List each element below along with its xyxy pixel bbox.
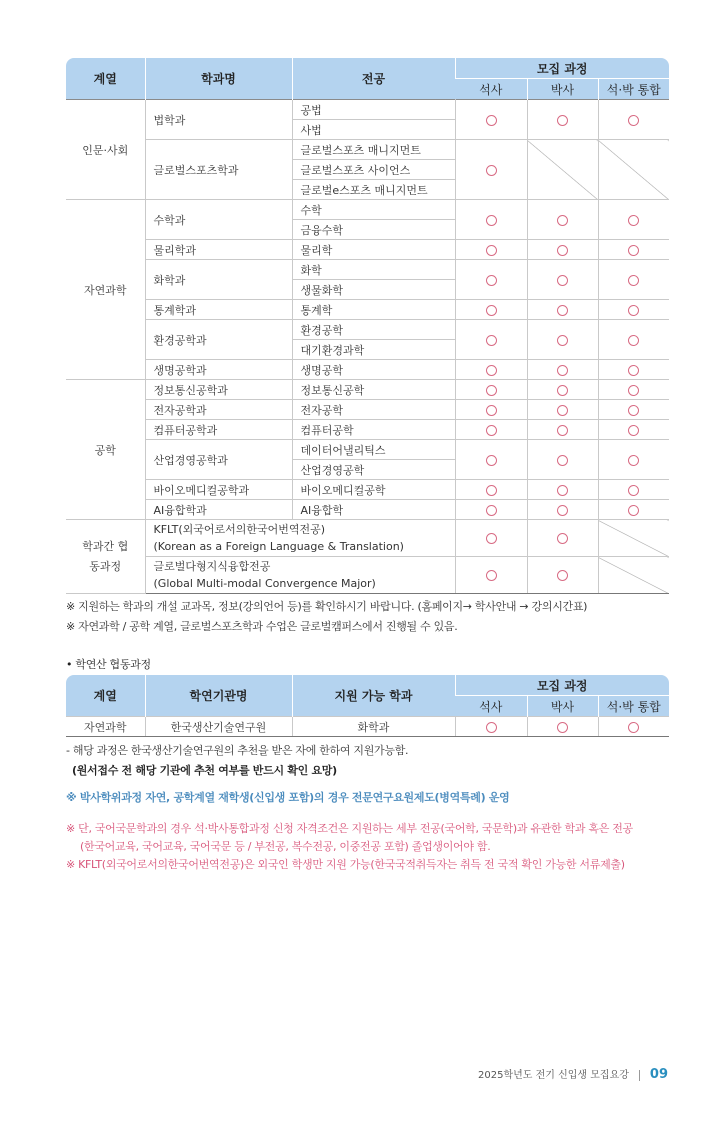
- integrated-cell: [598, 480, 669, 500]
- dept-cell: 환경공학과: [145, 320, 292, 360]
- doctor-cell: [527, 200, 598, 240]
- available-circle-icon: [557, 405, 568, 416]
- major-cell: 통계학: [292, 300, 455, 320]
- available-circle-icon: [628, 335, 639, 346]
- table-row: [66, 420, 669, 440]
- header-doctor: 박사: [527, 696, 598, 717]
- integrated-cell: [598, 440, 669, 480]
- table-row: [66, 260, 669, 280]
- dept-cell: 바이오메디컬공학과: [145, 480, 292, 500]
- integrated-cell: [598, 557, 669, 594]
- industry-program-table: [66, 675, 669, 737]
- header-dept: 학과명: [145, 58, 292, 100]
- major-cell: 공법: [292, 100, 455, 120]
- available-circle-icon: [486, 505, 497, 516]
- major-cell: 컴퓨터공학: [292, 420, 455, 440]
- note-military-service: ※ 박사학위과정 자연, 공학계열 재학생(신입생 포함)의 경우 전문연구요원제도(병역특례) 운영: [66, 791, 510, 804]
- available-circle-icon: [557, 385, 568, 396]
- integrated-cell: [598, 500, 669, 520]
- interdisciplinary-major-cell: [145, 557, 455, 594]
- master-cell: [455, 100, 527, 140]
- table-row: [66, 100, 669, 120]
- major-cell: 물리학: [292, 240, 455, 260]
- table-row: [66, 380, 669, 400]
- doctor-cell: [527, 400, 598, 420]
- integrated-cell: [598, 320, 669, 360]
- dept-cell: 글로벌스포츠학과: [145, 140, 292, 200]
- dept-cell: 산업경영공학과: [145, 440, 292, 480]
- available-circle-icon: [486, 275, 497, 286]
- table-row: [66, 300, 669, 320]
- footer: [478, 1066, 668, 1082]
- available-circle-icon: [557, 570, 568, 581]
- available-circle-icon: [486, 425, 497, 436]
- available-circle-icon: [486, 365, 497, 376]
- footer-title: 2025학년도 전기 신입생 모집요강: [478, 1070, 629, 1081]
- table-row: [66, 320, 669, 340]
- available-circle-icon: [628, 505, 639, 516]
- available-circle-icon: [628, 305, 639, 316]
- available-circle-icon: [557, 505, 568, 516]
- master-cell: [455, 420, 527, 440]
- major-cell: AI융합학: [292, 500, 455, 520]
- group-cell: 공학: [66, 380, 145, 520]
- section-title: • 학연산 협동과정: [66, 658, 151, 671]
- doctor-cell: [527, 500, 598, 520]
- master-cell: [455, 320, 527, 360]
- table-row: [66, 500, 669, 520]
- program-table: [66, 58, 669, 594]
- note-campus: ※ 자연과학 / 공학 계열, 글로벌스포츠학과 수업은 글로벌캠퍼스에서 진행될 수 있음.: [66, 620, 458, 633]
- doctor-cell: [527, 320, 598, 360]
- available-circle-icon: [486, 215, 497, 226]
- major-cell: 수학: [292, 200, 455, 220]
- header-dept: 지원 가능 학과: [292, 675, 455, 717]
- table-row: [66, 520, 669, 557]
- dept-cell: 컴퓨터공학과: [145, 420, 292, 440]
- header-group: 계열: [66, 58, 145, 100]
- group-cell: 인문·사회: [66, 100, 145, 200]
- dept-cell: 물리학과: [145, 240, 292, 260]
- integrated-cell: [598, 300, 669, 320]
- available-circle-icon: [557, 485, 568, 496]
- integrated-cell: [598, 520, 669, 557]
- table-row: [66, 140, 669, 160]
- available-circle-icon: [628, 245, 639, 256]
- major-cell: 바이오메디컬공학: [292, 480, 455, 500]
- available-circle-icon: [486, 405, 497, 416]
- major-cell: 글로벌e스포츠 매니지먼트: [292, 180, 455, 200]
- header-integrated: 석·박 통합: [598, 79, 669, 100]
- major-cell: 전자공학: [292, 400, 455, 420]
- table-row: [66, 717, 669, 737]
- master-cell: [455, 520, 527, 557]
- available-circle-icon: [486, 335, 497, 346]
- doctor-cell: [527, 360, 598, 380]
- doctor-cell: [527, 557, 598, 594]
- doctor-cell: [527, 717, 598, 737]
- major-cell: 글로벌스포츠 사이언스: [292, 160, 455, 180]
- master-cell: [455, 380, 527, 400]
- dept-cell: 생명공학과: [145, 360, 292, 380]
- available-circle-icon: [557, 215, 568, 226]
- dept-cell: 전자공학과: [145, 400, 292, 420]
- available-circle-icon: [628, 215, 639, 226]
- note-korean-dept-cont: (한국어교육, 국어교육, 국어국문 등 / 부전공, 복수전공, 이중전공 포함) 졸업생이어야 함.: [80, 840, 491, 853]
- master-cell: [455, 557, 527, 594]
- available-circle-icon: [628, 485, 639, 496]
- integrated-cell: [598, 400, 669, 420]
- footer-divider: [639, 1070, 640, 1081]
- header-doctor: 박사: [527, 79, 598, 100]
- doctor-cell: [527, 100, 598, 140]
- available-circle-icon: [628, 115, 639, 126]
- table-row: [66, 480, 669, 500]
- doctor-cell: [527, 440, 598, 480]
- dept-cell: 통계학과: [145, 300, 292, 320]
- major-cell: 사법: [292, 120, 455, 140]
- header-recruit: 모집 과정: [455, 675, 669, 696]
- available-circle-icon: [628, 722, 639, 733]
- integrated-cell: [598, 360, 669, 380]
- major-cell: 환경공학: [292, 320, 455, 340]
- institute-cell: 한국생산기술연구원: [145, 717, 292, 737]
- table-row: [66, 200, 669, 220]
- available-circle-icon: [486, 115, 497, 126]
- available-circle-icon: [486, 722, 497, 733]
- available-circle-icon: [628, 455, 639, 466]
- available-circle-icon: [486, 305, 497, 316]
- header-master: 석사: [455, 696, 527, 717]
- doctor-cell: [527, 520, 598, 557]
- major-cell: 생명공학: [292, 360, 455, 380]
- available-circle-icon: [557, 335, 568, 346]
- interdisciplinary-major-cell: [145, 520, 455, 557]
- available-circle-icon: [486, 165, 497, 176]
- available-circle-icon: [628, 405, 639, 416]
- doctor-cell: [527, 140, 598, 200]
- available-circle-icon: [557, 305, 568, 316]
- header-institute: 학연기관명: [145, 675, 292, 717]
- master-cell: [455, 300, 527, 320]
- dept-cell: AI융합학과: [145, 500, 292, 520]
- available-circle-icon: [557, 455, 568, 466]
- integrated-cell: [598, 717, 669, 737]
- master-cell: [455, 140, 527, 200]
- available-circle-icon: [486, 385, 497, 396]
- major-cell: 산업경영공학: [292, 460, 455, 480]
- master-cell: [455, 717, 527, 737]
- major-cell: 금융수학: [292, 220, 455, 240]
- master-cell: [455, 500, 527, 520]
- available-circle-icon: [628, 275, 639, 286]
- group-cell: 자연과학: [66, 717, 145, 737]
- integrated-cell: [598, 380, 669, 400]
- note-kflt: ※ KFLT(외국어로서의한국어번역전공)은 외국인 학생만 지원 가능(한국국적취득자는 취득 전 국적 확인 가능한 서류제출): [66, 858, 625, 871]
- major-cell: 데이터어낼리틱스: [292, 440, 455, 460]
- integrated-cell: [598, 420, 669, 440]
- doctor-cell: [527, 380, 598, 400]
- available-circle-icon: [628, 425, 639, 436]
- note-curriculum: ※ 지원하는 학과의 개설 교과목, 정보(강의언어 등)를 확인하시기 바랍니다. (홈페이지→ 학사안내 → 강의시간표): [66, 600, 588, 613]
- integrated-cell: [598, 100, 669, 140]
- dept-cell: 정보통신공학과: [145, 380, 292, 400]
- dept-cell: 화학과: [145, 260, 292, 300]
- major-name-ko: 글로벌다형지식융합전공: [153, 560, 271, 573]
- major-cell: 정보통신공학: [292, 380, 455, 400]
- note-korean-dept: ※ 단, 국어국문학과의 경우 석·박사통합과정 신청 자격조건은 지원하는 세부 전공(국어학, 국문학)과 유관한 학과 혹은 전공: [66, 822, 633, 835]
- integrated-cell: [598, 200, 669, 240]
- available-circle-icon: [628, 365, 639, 376]
- header-major: 전공: [292, 58, 455, 100]
- major-cell: 화학: [292, 260, 455, 280]
- dept-cell: 수학과: [145, 200, 292, 240]
- doctor-cell: [527, 420, 598, 440]
- group-cell: 자연과학: [66, 200, 145, 380]
- doctor-cell: [527, 260, 598, 300]
- header-recruit: 모집 과정: [455, 58, 669, 79]
- available-circle-icon: [557, 722, 568, 733]
- doctor-cell: [527, 240, 598, 260]
- available-circle-icon: [486, 455, 497, 466]
- available-circle-icon: [557, 533, 568, 544]
- integrated-cell: [598, 140, 669, 200]
- major-cell: 대기환경과학: [292, 340, 455, 360]
- available-circle-icon: [557, 245, 568, 256]
- table-row: [66, 400, 669, 420]
- available-circle-icon: [628, 385, 639, 396]
- master-cell: [455, 440, 527, 480]
- table-row: [66, 240, 669, 260]
- major-name-ko: KFLT(외국어로서의한국어번역전공): [153, 523, 326, 536]
- dept-cell: 화학과: [292, 717, 455, 737]
- table-row: [66, 360, 669, 380]
- available-circle-icon: [557, 275, 568, 286]
- integrated-cell: [598, 260, 669, 300]
- table-row: [66, 440, 669, 460]
- note-recommendation: - 해당 과정은 한국생산기술연구원의 추천을 받은 자에 한하여 지원가능함.: [66, 744, 409, 757]
- available-circle-icon: [557, 115, 568, 126]
- major-cell: 생물화학: [292, 280, 455, 300]
- page-number: 09: [649, 1067, 668, 1082]
- group-cell: 학과간 협동과정: [66, 520, 145, 594]
- available-circle-icon: [486, 570, 497, 581]
- doctor-cell: [527, 480, 598, 500]
- master-cell: [455, 480, 527, 500]
- header-master: 석사: [455, 79, 527, 100]
- major-name-en: (Korean as a Foreign Language & Translation): [153, 540, 404, 553]
- available-circle-icon: [486, 533, 497, 544]
- available-circle-icon: [486, 485, 497, 496]
- master-cell: [455, 200, 527, 240]
- master-cell: [455, 360, 527, 380]
- major-cell: 글로벌스포츠 매니지먼트: [292, 140, 455, 160]
- available-circle-icon: [557, 365, 568, 376]
- available-circle-icon: [486, 245, 497, 256]
- master-cell: [455, 240, 527, 260]
- available-circle-icon: [557, 425, 568, 436]
- dept-cell: 법학과: [145, 100, 292, 140]
- integrated-cell: [598, 240, 669, 260]
- master-cell: [455, 400, 527, 420]
- master-cell: [455, 260, 527, 300]
- header-group: 계열: [66, 675, 145, 717]
- major-name-en: (Global Multi-modal Convergence Major): [153, 577, 376, 590]
- note-recommendation-check: (원서접수 전 해당 기관에 추천 여부를 반드시 확인 요망): [72, 764, 337, 777]
- header-integrated: 석·박 통합: [598, 696, 669, 717]
- table-row: [66, 557, 669, 594]
- doctor-cell: [527, 300, 598, 320]
